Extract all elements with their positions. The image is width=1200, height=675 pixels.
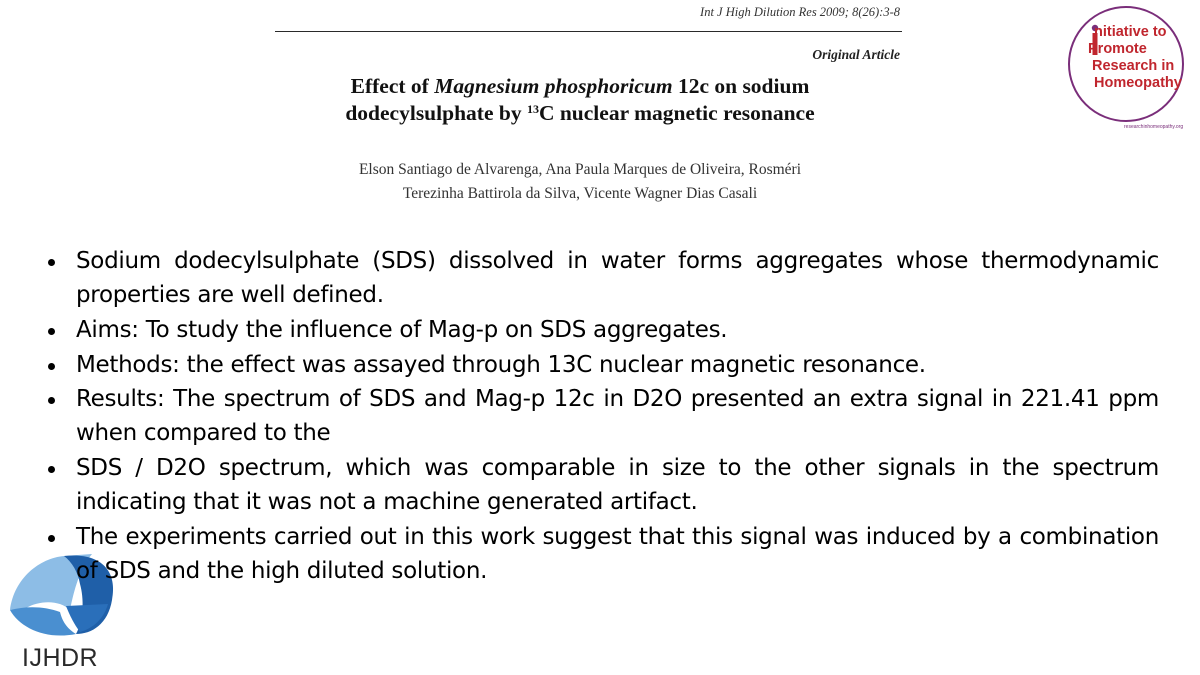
- bullet-icon: [48, 363, 55, 370]
- ihp-url: researchinhomeopathy.org: [1124, 124, 1184, 130]
- title-text-4: C nuclear magnetic resonance: [538, 101, 815, 125]
- paper-authors: [240, 158, 920, 206]
- ihp-line-4: Homeopathy: [1094, 75, 1182, 91]
- bullet-text: Aims: To study the influence of Mag-p on SDS aggregates.: [76, 316, 728, 343]
- ihp-logo-text: [1084, 24, 1184, 92]
- bullet-icon: [48, 328, 55, 335]
- bullet-text: Methods: the effect was assayed through 13C nuclear magnetic resonance.: [76, 351, 926, 378]
- title-superscript: 13: [526, 102, 539, 116]
- journal-reference: Int J High Dilution Res 2009; 8(26):3-8: [700, 5, 900, 19]
- ihp-line-2: Promote: [1088, 41, 1147, 57]
- bullet-icon: [48, 466, 55, 473]
- list-item: [46, 313, 1159, 347]
- bullet-text: Sodium dodecylsulphate (SDS) dissolved in water forms aggregates whose thermodynamic properties are well defined.: [76, 248, 1159, 308]
- bullet-icon: [48, 259, 55, 266]
- authors-line-1: Elson Santiago de Alvarenga, Ana Paula Marques de Oliveira, Rosméri: [358, 161, 802, 178]
- ijhdr-label: IJHDR: [22, 644, 99, 672]
- ihp-line-3: Research in: [1092, 58, 1175, 74]
- title-text-3: dodecylsulphate by: [345, 101, 527, 125]
- authors-line-2: Terezinha Battirola da Silva, Vicente Wagner Dias Casali: [402, 185, 758, 202]
- list-item: [46, 382, 1159, 450]
- list-item: [46, 348, 1159, 382]
- bullet-text: SDS / D2O spectrum, which was comparable in size to the other signals in the spectrum indicating that it was not a machine generated artifact.: [76, 455, 1159, 516]
- list-item: [46, 244, 1159, 312]
- ihp-line-1: nitiative to: [1094, 24, 1167, 40]
- paper-title: [240, 73, 920, 127]
- bullet-text: Results: The spectrum of SDS and Mag-p 12c in D2O presented an extra signal in 221.41 ppm when compared to the: [76, 386, 1159, 447]
- ihp-logo: [1062, 2, 1194, 132]
- list-item: [46, 451, 1159, 519]
- bullet-text: The experiments carried out in this work suggest that this signal was induced by a combination of SDS and the high diluted solution.: [76, 523, 1159, 584]
- bullet-list: [46, 244, 1159, 589]
- title-italic-text: Magnesium phosphoricum: [434, 74, 673, 98]
- header-rule: [275, 31, 902, 32]
- bullet-icon: [48, 397, 55, 404]
- list-item: [46, 520, 1159, 588]
- bullet-icon: [48, 535, 55, 542]
- title-text-1: Effect of: [350, 74, 435, 98]
- title-text-2: 12c on sodium: [672, 74, 810, 98]
- article-type-label: Original Article: [812, 47, 900, 62]
